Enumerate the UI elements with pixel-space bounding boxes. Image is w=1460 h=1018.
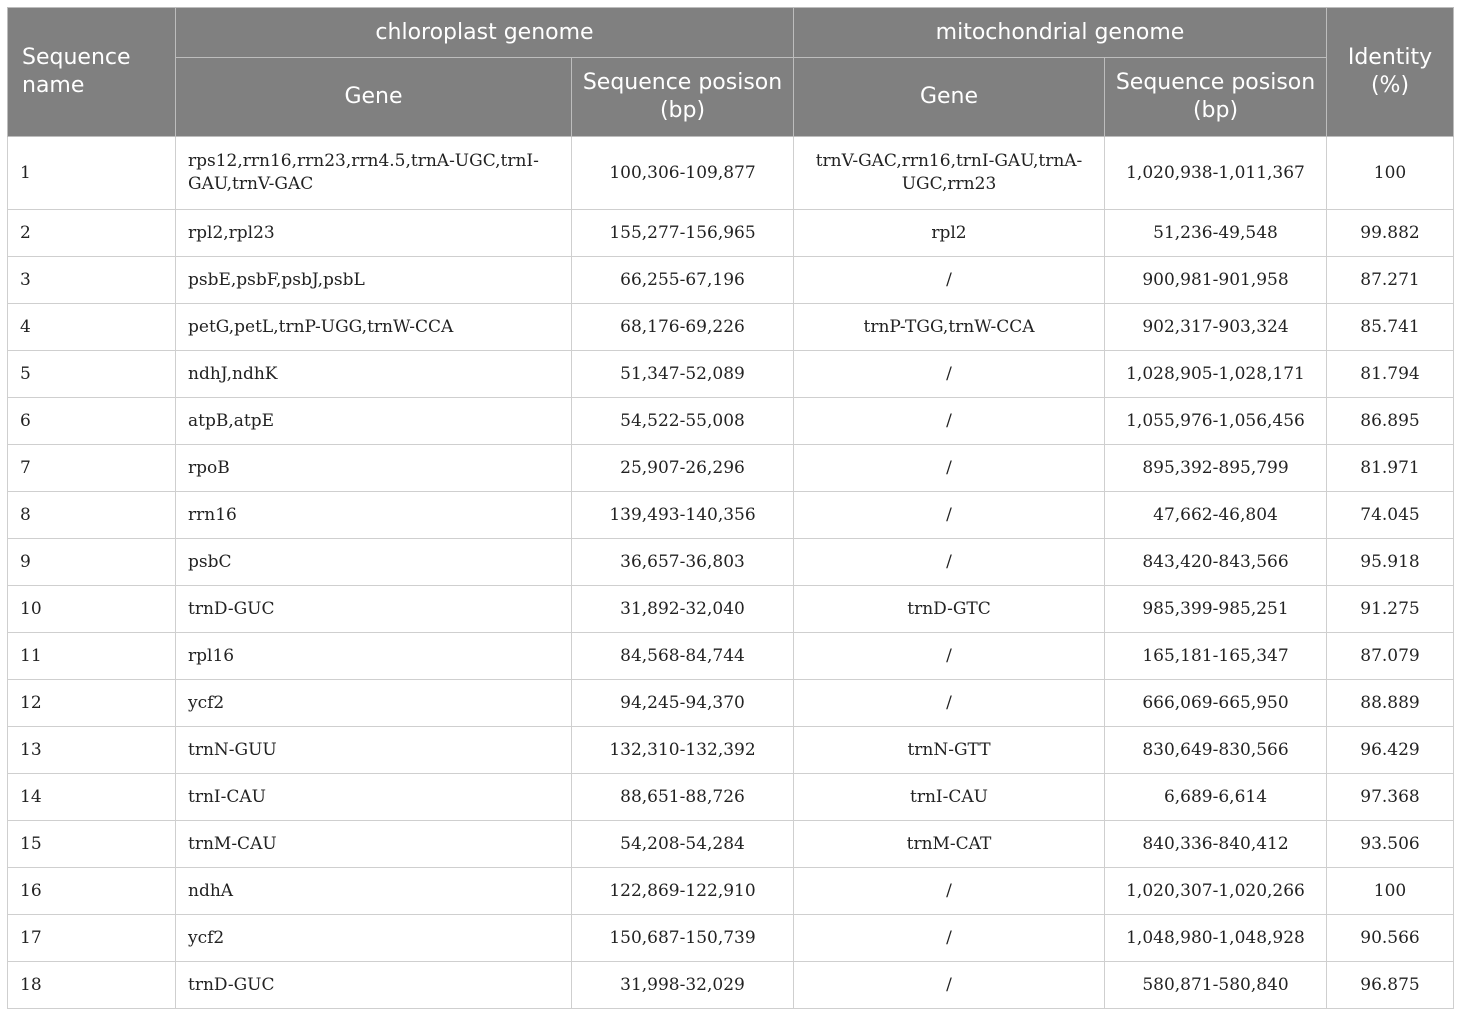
- table-row: [8, 962, 1454, 1009]
- cell-mt-gene: /: [794, 539, 1105, 586]
- cell-cp-position: 150,687-150,739: [572, 915, 794, 962]
- cell-mt-position: 165,181-165,347: [1105, 633, 1327, 680]
- table-container: [7, 7, 1453, 1009]
- table-row: [8, 633, 1454, 680]
- cell-mt-position: 666,069-665,950: [1105, 680, 1327, 727]
- cell-mt-gene: trnN-GTT: [794, 727, 1105, 774]
- cell-cp-gene: rpl16: [176, 633, 572, 680]
- cell-mt-gene: /: [794, 257, 1105, 304]
- cell-sequence-name: 14: [8, 774, 176, 821]
- cell-sequence-name: 3: [8, 257, 176, 304]
- cell-mt-position: 900,981-901,958: [1105, 257, 1327, 304]
- cell-sequence-name: 11: [8, 633, 176, 680]
- cell-cp-gene: rpl2,rpl23: [176, 210, 572, 257]
- cell-mt-gene: /: [794, 445, 1105, 492]
- cell-identity: 85.741: [1327, 304, 1454, 351]
- cell-identity: 100: [1327, 868, 1454, 915]
- cell-sequence-name: 9: [8, 539, 176, 586]
- cell-sequence-name: 2: [8, 210, 176, 257]
- table-row: [8, 351, 1454, 398]
- cell-mt-gene: trnP-TGG,trnW-CCA: [794, 304, 1105, 351]
- cell-cp-gene: ndhA: [176, 868, 572, 915]
- cell-identity: 95.918: [1327, 539, 1454, 586]
- table-row: [8, 586, 1454, 633]
- cell-cp-gene: trnN-GUU: [176, 727, 572, 774]
- cell-identity: 90.566: [1327, 915, 1454, 962]
- cell-mt-gene: /: [794, 492, 1105, 539]
- cell-sequence-name: 10: [8, 586, 176, 633]
- cell-identity: 81.971: [1327, 445, 1454, 492]
- cell-mt-position: 902,317-903,324: [1105, 304, 1327, 351]
- cell-cp-position: 31,998-32,029: [572, 962, 794, 1009]
- cell-mt-position: 51,236-49,548: [1105, 210, 1327, 257]
- cell-cp-gene: trnM-CAU: [176, 821, 572, 868]
- cell-cp-position: 54,208-54,284: [572, 821, 794, 868]
- cell-identity: 99.882: [1327, 210, 1454, 257]
- cell-cp-position: 94,245-94,370: [572, 680, 794, 727]
- cell-sequence-name: 16: [8, 868, 176, 915]
- cell-mt-gene: rpl2: [794, 210, 1105, 257]
- cell-mt-position: 895,392-895,799: [1105, 445, 1327, 492]
- cell-mt-position: 1,028,905-1,028,171: [1105, 351, 1327, 398]
- cell-cp-position: 122,869-122,910: [572, 868, 794, 915]
- cell-cp-gene: petG,petL,trnP-UGG,trnW-CCA: [176, 304, 572, 351]
- cell-cp-position: 36,657-36,803: [572, 539, 794, 586]
- cell-cp-gene: rrn16: [176, 492, 572, 539]
- cell-mt-gene: /: [794, 398, 1105, 445]
- cell-mt-gene: trnI-CAU: [794, 774, 1105, 821]
- cell-identity: 96.875: [1327, 962, 1454, 1009]
- cell-cp-gene: psbC: [176, 539, 572, 586]
- cell-mt-gene: trnD-GTC: [794, 586, 1105, 633]
- cell-identity: 96.429: [1327, 727, 1454, 774]
- table-header: [8, 8, 1454, 137]
- cell-cp-gene: rps12,rrn16,rrn23,rrn4.5,trnA-UGC,trnI-GAU,trnV-GAC: [176, 137, 572, 210]
- header-mt-position: Sequence posison (bp): [1105, 58, 1327, 137]
- cell-cp-gene: trnD-GUC: [176, 962, 572, 1009]
- cell-sequence-name: 13: [8, 727, 176, 774]
- cell-cp-position: 139,493-140,356: [572, 492, 794, 539]
- cell-sequence-name: 5: [8, 351, 176, 398]
- cell-mt-position: 1,020,307-1,020,266: [1105, 868, 1327, 915]
- table-row: [8, 727, 1454, 774]
- cell-cp-gene: ycf2: [176, 680, 572, 727]
- cell-cp-position: 66,255-67,196: [572, 257, 794, 304]
- cell-mt-gene: /: [794, 680, 1105, 727]
- header-mt-gene: Gene: [794, 58, 1105, 137]
- cell-identity: 100: [1327, 137, 1454, 210]
- cell-cp-position: 132,310-132,392: [572, 727, 794, 774]
- cell-cp-gene: atpB,atpE: [176, 398, 572, 445]
- cell-sequence-name: 12: [8, 680, 176, 727]
- table-row: [8, 210, 1454, 257]
- header-mitochondrial-genome: mitochondrial genome: [794, 8, 1327, 58]
- cell-sequence-name: 1: [8, 137, 176, 210]
- sequence-identity-table: [7, 7, 1454, 1009]
- table-row: [8, 539, 1454, 586]
- cell-sequence-name: 15: [8, 821, 176, 868]
- cell-mt-position: 47,662-46,804: [1105, 492, 1327, 539]
- cell-mt-position: 6,689-6,614: [1105, 774, 1327, 821]
- cell-identity: 81.794: [1327, 351, 1454, 398]
- table-row: [8, 915, 1454, 962]
- header-identity: Identity (%): [1327, 8, 1454, 137]
- header-cp-position: Sequence posison (bp): [572, 58, 794, 137]
- cell-cp-position: 68,176-69,226: [572, 304, 794, 351]
- cell-cp-gene: rpoB: [176, 445, 572, 492]
- table-row: [8, 774, 1454, 821]
- table-row: [8, 680, 1454, 727]
- cell-identity: 93.506: [1327, 821, 1454, 868]
- cell-cp-position: 88,651-88,726: [572, 774, 794, 821]
- cell-cp-position: 54,522-55,008: [572, 398, 794, 445]
- cell-mt-gene: /: [794, 633, 1105, 680]
- cell-mt-position: 1,048,980-1,048,928: [1105, 915, 1327, 962]
- cell-mt-position: 985,399-985,251: [1105, 586, 1327, 633]
- cell-mt-position: 1,020,938-1,011,367: [1105, 137, 1327, 210]
- cell-cp-gene: psbE,psbF,psbJ,psbL: [176, 257, 572, 304]
- table-row: [8, 445, 1454, 492]
- cell-sequence-name: 4: [8, 304, 176, 351]
- header-sequence-name: Sequence name: [8, 8, 176, 137]
- table-row: [8, 821, 1454, 868]
- table-row: [8, 304, 1454, 351]
- cell-identity: 87.079: [1327, 633, 1454, 680]
- cell-identity: 86.895: [1327, 398, 1454, 445]
- cell-cp-position: 25,907-26,296: [572, 445, 794, 492]
- cell-identity: 88.889: [1327, 680, 1454, 727]
- table-body: [8, 137, 1454, 1009]
- cell-cp-position: 100,306-109,877: [572, 137, 794, 210]
- cell-sequence-name: 6: [8, 398, 176, 445]
- cell-mt-position: 580,871-580,840: [1105, 962, 1327, 1009]
- cell-cp-gene: trnD-GUC: [176, 586, 572, 633]
- cell-cp-position: 51,347-52,089: [572, 351, 794, 398]
- header-cp-gene: Gene: [176, 58, 572, 137]
- cell-sequence-name: 8: [8, 492, 176, 539]
- cell-cp-gene: ycf2: [176, 915, 572, 962]
- cell-mt-gene: trnM-CAT: [794, 821, 1105, 868]
- cell-cp-gene: trnI-CAU: [176, 774, 572, 821]
- cell-mt-position: 840,336-840,412: [1105, 821, 1327, 868]
- cell-identity: 74.045: [1327, 492, 1454, 539]
- cell-mt-position: 843,420-843,566: [1105, 539, 1327, 586]
- header-chloroplast-genome: chloroplast genome: [176, 8, 794, 58]
- cell-cp-position: 31,892-32,040: [572, 586, 794, 633]
- cell-mt-gene: trnV-GAC,rrn16,trnI-GAU,trnA-UGC,rrn23: [794, 137, 1105, 210]
- table-row: [8, 137, 1454, 210]
- table-row: [8, 492, 1454, 539]
- cell-cp-gene: ndhJ,ndhK: [176, 351, 572, 398]
- table-row: [8, 398, 1454, 445]
- cell-identity: 97.368: [1327, 774, 1454, 821]
- cell-sequence-name: 7: [8, 445, 176, 492]
- table-row: [8, 868, 1454, 915]
- cell-mt-position: 830,649-830,566: [1105, 727, 1327, 774]
- cell-cp-position: 84,568-84,744: [572, 633, 794, 680]
- cell-identity: 87.271: [1327, 257, 1454, 304]
- cell-mt-gene: /: [794, 962, 1105, 1009]
- cell-mt-gene: /: [794, 868, 1105, 915]
- cell-sequence-name: 18: [8, 962, 176, 1009]
- cell-mt-gene: /: [794, 351, 1105, 398]
- table-row: [8, 257, 1454, 304]
- cell-sequence-name: 17: [8, 915, 176, 962]
- cell-mt-gene: /: [794, 915, 1105, 962]
- cell-identity: 91.275: [1327, 586, 1454, 633]
- cell-cp-position: 155,277-156,965: [572, 210, 794, 257]
- cell-mt-position: 1,055,976-1,056,456: [1105, 398, 1327, 445]
